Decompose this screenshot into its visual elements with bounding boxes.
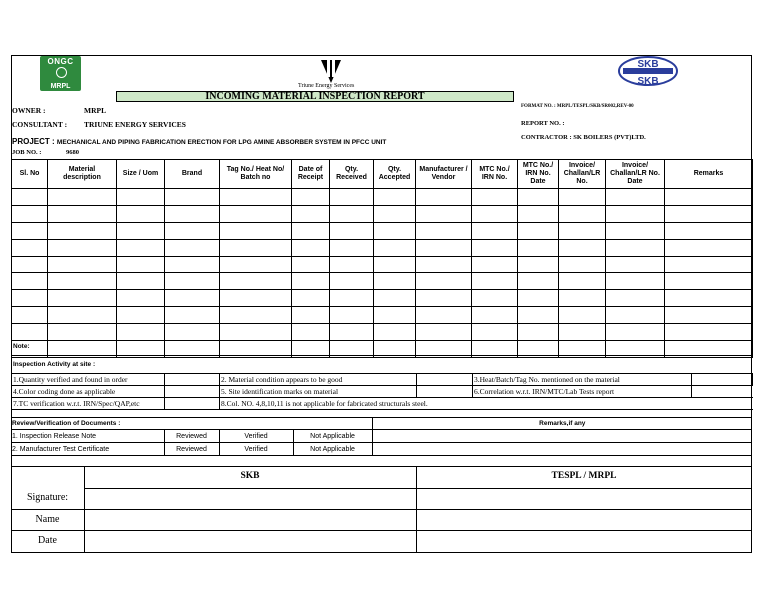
table-cell[interactable] <box>220 307 292 324</box>
signoff-header-divider <box>84 488 752 489</box>
inspection-item: 1.Quantity verified and found in order <box>12 374 165 386</box>
table-cell[interactable] <box>292 205 330 222</box>
table-cell[interactable] <box>330 256 374 273</box>
table-row <box>12 307 753 324</box>
signoff-top-divider <box>11 466 752 467</box>
table-cell[interactable] <box>117 307 165 324</box>
remarks-heading: Remarks,if any <box>372 418 752 430</box>
table-cell[interactable] <box>559 239 606 256</box>
table-cell[interactable] <box>12 189 48 206</box>
table-cell[interactable] <box>292 273 330 290</box>
inspection-item: 2. Material condition appears to be good <box>220 374 417 386</box>
table-cell[interactable] <box>330 239 374 256</box>
table-cell[interactable] <box>292 307 330 324</box>
table-cell[interactable] <box>559 256 606 273</box>
signoff-row-divider <box>11 530 752 531</box>
col-header: Qty. Received <box>330 160 374 189</box>
table-cell[interactable] <box>48 222 117 239</box>
table-cell[interactable] <box>472 189 518 206</box>
inspection-item: 4.Color coding done as applicable <box>12 386 165 398</box>
table-cell[interactable] <box>48 324 117 341</box>
table-cell[interactable] <box>472 205 518 222</box>
inspection-heading: Inspection Activity at site : <box>13 361 96 368</box>
table-cell[interactable] <box>48 256 117 273</box>
date-label: Date <box>38 535 57 546</box>
table-cell[interactable] <box>606 324 665 341</box>
table-cell[interactable] <box>220 222 292 239</box>
table-cell[interactable] <box>606 307 665 324</box>
document-row <box>11 430 752 443</box>
table-cell[interactable] <box>665 189 753 206</box>
table-cell[interactable] <box>606 256 665 273</box>
table-cell[interactable] <box>559 273 606 290</box>
table-cell[interactable] <box>48 239 117 256</box>
table-cell[interactable] <box>292 239 330 256</box>
table-cell[interactable] <box>518 273 559 290</box>
table-cell[interactable] <box>665 290 753 307</box>
table-cell[interactable] <box>518 324 559 341</box>
table-cell[interactable] <box>220 239 292 256</box>
table-row <box>12 189 753 206</box>
table-cell[interactable] <box>472 239 518 256</box>
table-cell[interactable] <box>117 256 165 273</box>
format-no: FORMAT NO. : MRPL/TESPL/SKB/SR002,REV-00 <box>521 104 634 109</box>
company-tagline: Triune Energy Services <box>298 83 355 89</box>
document-remarks <box>372 430 752 443</box>
inspection-item: 6.Correlation w.r.t. IRN/MTC/Lab Tests report <box>473 386 692 398</box>
document-applicable: Not Applicable <box>293 443 372 456</box>
table-row <box>12 256 753 273</box>
inspection-item: 5. Site identification marks on material <box>220 386 417 398</box>
table-row <box>12 205 753 222</box>
col-header: Remarks <box>665 160 753 189</box>
ongc-emblem-icon <box>56 67 67 78</box>
skb-logo-icon <box>617 56 679 86</box>
table-cell[interactable] <box>165 273 220 290</box>
table-cell[interactable] <box>416 222 472 239</box>
table-cell[interactable] <box>559 222 606 239</box>
col-header: Manufacturer / Vendor <box>416 160 472 189</box>
project-value: MECHANICAL AND PIPING FABRICATION ERECTION FOR LPG AMINE ABSORBER SYSTEM IN PFCC UNIT <box>56 139 387 146</box>
inspection-item: 7.TC verification w.r.t. IRN/Spec/QAP,etc <box>12 398 165 410</box>
table-cell[interactable] <box>117 189 165 206</box>
inspection-item: 8.Col. NO. 4,8,10,11 is not applicable for fabricated structurals steel. <box>220 398 753 410</box>
owner-label: OWNER : <box>12 106 46 115</box>
table-cell[interactable] <box>416 273 472 290</box>
document-name: 1. Inspection Release Note <box>11 430 164 443</box>
col-header: Brand <box>165 160 220 189</box>
table-cell[interactable] <box>374 239 416 256</box>
documents-header-row <box>11 418 752 430</box>
table-cell[interactable] <box>165 189 220 206</box>
table-cell[interactable] <box>665 205 753 222</box>
document-name: 2. Manufacturer Test Certificate <box>11 443 164 456</box>
table-cell[interactable] <box>12 205 48 222</box>
table-cell[interactable] <box>165 324 220 341</box>
signoff-party-tespl: TESPL / MRPL <box>551 471 617 481</box>
table-cell[interactable] <box>559 307 606 324</box>
documents-table <box>11 417 752 456</box>
inspection-row <box>12 398 753 410</box>
col-header: Size / Uom <box>117 160 165 189</box>
table-cell[interactable] <box>416 324 472 341</box>
table-cell[interactable] <box>559 324 606 341</box>
document-row <box>11 443 752 456</box>
project-label: PROJECT : <box>12 137 55 146</box>
document-verified: Verified <box>219 430 293 443</box>
table-cell[interactable] <box>117 205 165 222</box>
table-cell[interactable] <box>117 239 165 256</box>
table-cell[interactable] <box>665 307 753 324</box>
table-cell[interactable] <box>559 189 606 206</box>
table-cell[interactable] <box>374 324 416 341</box>
col-header: MTC No./ IRN No. <box>472 160 518 189</box>
material-table <box>11 159 753 358</box>
table-cell[interactable] <box>220 256 292 273</box>
consultant-label: CONSULTANT : <box>12 120 68 129</box>
table-cell[interactable] <box>665 273 753 290</box>
document-reviewed: Reviewed <box>164 443 219 456</box>
table-cell[interactable] <box>165 205 220 222</box>
table-cell[interactable] <box>559 205 606 222</box>
table-cell[interactable] <box>12 256 48 273</box>
documents-heading: Review/Verification of Documents : <box>11 418 372 430</box>
table-cell[interactable] <box>472 222 518 239</box>
table-cell[interactable] <box>12 307 48 324</box>
table-cell[interactable] <box>330 205 374 222</box>
table-cell[interactable] <box>292 222 330 239</box>
table-cell[interactable] <box>12 239 48 256</box>
table-cell[interactable] <box>518 189 559 206</box>
inspection-row <box>12 374 753 386</box>
inspection-row <box>12 386 753 398</box>
table-cell[interactable] <box>165 307 220 324</box>
table-cell[interactable] <box>165 290 220 307</box>
table-cell[interactable] <box>292 189 330 206</box>
table-cell[interactable] <box>12 222 48 239</box>
table-cell[interactable] <box>165 239 220 256</box>
table-cell[interactable] <box>48 205 117 222</box>
table-header-row <box>12 160 753 189</box>
consultant-value: TRIUNE ENERGY SERVICES <box>84 120 186 129</box>
table-cell[interactable] <box>472 273 518 290</box>
table-row <box>12 222 753 239</box>
table-cell[interactable] <box>606 290 665 307</box>
job-no-label: JOB NO. : <box>12 149 42 156</box>
col-header: MTC No./ IRN No. Date <box>518 160 559 189</box>
table-cell[interactable] <box>518 256 559 273</box>
col-header: Invoice/ Challan/LR No. <box>559 160 606 189</box>
table-cell[interactable] <box>665 256 753 273</box>
col-header: Material description <box>48 160 117 189</box>
table-cell[interactable] <box>48 290 117 307</box>
inspection-item: 3.Heat/Batch/Tag No. mentioned on the material <box>473 374 692 386</box>
table-cell[interactable] <box>472 307 518 324</box>
skb-logo-text-top: SKB <box>637 59 659 70</box>
table-row <box>12 324 753 341</box>
table-cell[interactable] <box>416 256 472 273</box>
table-cell[interactable] <box>665 222 753 239</box>
table-cell[interactable] <box>416 239 472 256</box>
table-cell[interactable] <box>117 290 165 307</box>
table-cell[interactable] <box>48 307 117 324</box>
col-header: Invoice/ Challan/LR No. Date <box>606 160 665 189</box>
table-cell[interactable] <box>518 239 559 256</box>
report-no: REPORT NO. : <box>521 120 565 127</box>
table-cell[interactable] <box>330 273 374 290</box>
col-header: Date of Receipt <box>292 160 330 189</box>
col-header: Tag No./ Heat No/ Batch no <box>220 160 292 189</box>
note-divider <box>11 355 752 356</box>
table-cell[interactable] <box>374 189 416 206</box>
signoff-party-skb: SKB <box>240 471 260 481</box>
table-cell[interactable] <box>374 205 416 222</box>
job-no-value: 9680 <box>66 149 79 156</box>
table-cell[interactable] <box>665 239 753 256</box>
table-cell[interactable] <box>220 273 292 290</box>
table-cell[interactable] <box>374 290 416 307</box>
table-cell[interactable] <box>416 189 472 206</box>
note-label: Note: <box>13 343 30 350</box>
table-cell[interactable] <box>472 324 518 341</box>
table-cell[interactable] <box>518 307 559 324</box>
table-cell[interactable] <box>374 273 416 290</box>
col-header: Qty. Accepted <box>374 160 416 189</box>
table-cell[interactable] <box>559 290 606 307</box>
table-cell[interactable] <box>117 273 165 290</box>
table-cell[interactable] <box>374 307 416 324</box>
table-cell[interactable] <box>518 222 559 239</box>
col-header: Sl. No <box>12 160 48 189</box>
table-cell[interactable] <box>606 189 665 206</box>
document-reviewed: Reviewed <box>164 430 219 443</box>
table-cell[interactable] <box>518 290 559 307</box>
table-cell[interactable] <box>117 324 165 341</box>
table-cell[interactable] <box>117 222 165 239</box>
table-row <box>12 273 753 290</box>
table-cell[interactable] <box>292 256 330 273</box>
table-cell[interactable] <box>606 222 665 239</box>
table-cell[interactable] <box>220 189 292 206</box>
table-cell[interactable] <box>292 324 330 341</box>
document-remarks <box>372 443 752 456</box>
table-cell[interactable] <box>292 290 330 307</box>
table-row <box>12 290 753 307</box>
ongc-mrpl-logo: ONGC MRPL <box>40 56 81 91</box>
name-label: Name <box>35 514 60 525</box>
table-cell[interactable] <box>606 239 665 256</box>
table-cell[interactable] <box>416 205 472 222</box>
table-row <box>12 239 753 256</box>
table-cell[interactable] <box>416 290 472 307</box>
document-verified: Verified <box>219 443 293 456</box>
table-cell[interactable] <box>330 307 374 324</box>
signature-label: Signature: <box>26 492 69 503</box>
table-cell[interactable] <box>330 222 374 239</box>
table-cell[interactable] <box>48 273 117 290</box>
table-cell[interactable] <box>472 256 518 273</box>
owner-value: MRPL <box>84 106 107 115</box>
inspection-table <box>11 373 753 410</box>
table-cell[interactable] <box>606 273 665 290</box>
table-cell[interactable] <box>330 290 374 307</box>
table-cell[interactable] <box>12 290 48 307</box>
contractor: CONTRACTOR : SK BOILERS (PVT)LTD. <box>521 134 646 141</box>
signoff-row-divider <box>11 509 752 510</box>
table-cell[interactable] <box>12 273 48 290</box>
table-cell[interactable] <box>472 290 518 307</box>
table-cell[interactable] <box>330 189 374 206</box>
skb-logo-text-bottom: SKB <box>637 76 659 86</box>
table-cell[interactable] <box>665 324 753 341</box>
document-applicable: Not Applicable <box>293 430 372 443</box>
table-cell[interactable] <box>165 222 220 239</box>
table-cell[interactable] <box>374 222 416 239</box>
table-cell[interactable] <box>165 256 220 273</box>
table-cell[interactable] <box>518 205 559 222</box>
report-title: INCOMING MATERIAL INSPECTION REPORT <box>116 91 514 102</box>
table-cell[interactable] <box>48 189 117 206</box>
triune-logo-icon <box>320 58 342 84</box>
table-cell[interactable] <box>220 205 292 222</box>
project-line <box>12 137 386 146</box>
table-cell[interactable] <box>330 324 374 341</box>
table-cell[interactable] <box>606 205 665 222</box>
table-cell[interactable] <box>220 290 292 307</box>
table-cell[interactable] <box>12 324 48 341</box>
table-cell[interactable] <box>220 324 292 341</box>
table-cell[interactable] <box>374 256 416 273</box>
table-cell[interactable] <box>416 307 472 324</box>
